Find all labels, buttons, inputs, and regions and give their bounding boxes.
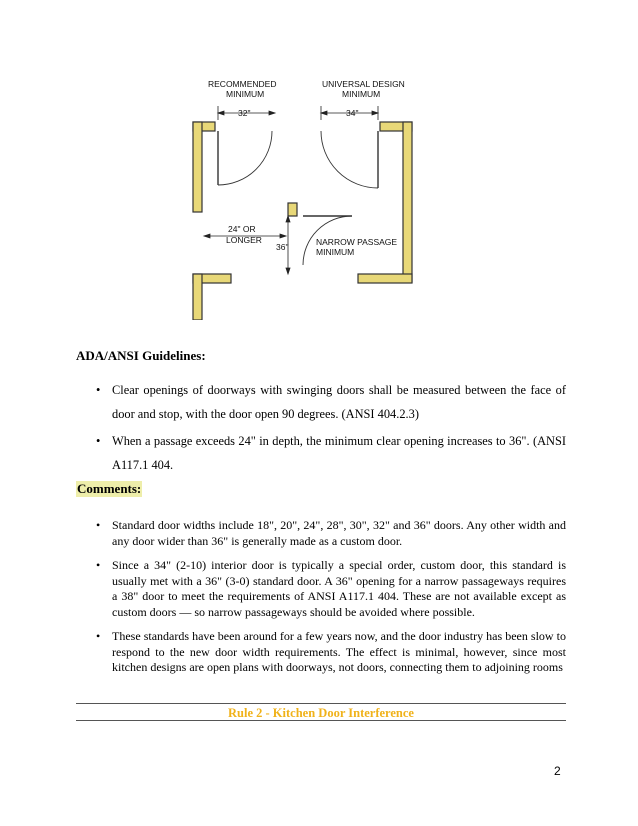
door-swing-left (218, 131, 272, 185)
comment-item: • These standards have been around for a few years now, and the door industry has been slow to respond to the new door width requirements. The effect is minimal, however, since most kitchen designs are open plans with doorways, not doors, connecting them to adjoining rooms (96, 629, 566, 676)
rule-title: Rule 2 - Kitchen Door Interference (228, 706, 414, 720)
wall-right (403, 122, 412, 282)
guidelines-heading: ADA/ANSI Guidelines: (76, 348, 206, 363)
walls (193, 122, 412, 320)
wall-left (193, 122, 202, 212)
comment-item: • Since a 34" (2-10) interior door is typically a special order, custom door, this standard is usually met with a 36" (3-0) standard door. A 36" opening for a narrow passageways requires a 38" door to meet the requirements of ANSI A117.1 404. These are not available except as custom doors — so narrow passageways should be avoided where possible. (96, 558, 566, 620)
guideline-item: • Clear openings of doorways with swinging doors shall be measured between the face of door and stop, with the door open 90 degrees. (ANSI 404.2.3) (96, 378, 566, 426)
label-universal-2: MINIMUM (342, 89, 381, 99)
dim-passage: 36" (276, 242, 289, 252)
label-depth-1: 24" OR (228, 224, 256, 234)
wall-bottom-right (358, 274, 412, 283)
door-swing-right (321, 131, 378, 188)
label-narrow-2: MINIMUM (316, 247, 355, 257)
wall-inner-stub (288, 203, 297, 216)
guidelines-list (96, 378, 566, 480)
comments-list (96, 518, 566, 685)
dim-recommended: 32" (238, 108, 251, 118)
page-number: 2 (554, 764, 561, 778)
rule-title-bar (76, 703, 566, 721)
door-clearance-diagram (180, 70, 450, 320)
label-recommended-2: MINIMUM (226, 89, 265, 99)
label-depth-2: LONGER (226, 235, 262, 245)
label-universal-1: UNIVERSAL DESIGN (322, 79, 405, 89)
comments-heading: Comments: (77, 481, 142, 496)
label-recommended-1: RECOMMENDED (208, 79, 277, 89)
comment-item: • Standard door widths include 18", 20", 24", 28", 30", 32" and 36" doors. Any other width and any door wider than 36" is generally made as a custom door. (96, 518, 566, 549)
label-narrow-1: NARROW PASSAGE (316, 237, 398, 247)
wall-lower-left (193, 274, 202, 320)
dim-universal: 34" (346, 108, 359, 118)
guideline-item: • When a passage exceeds 24" in depth, the minimum clear opening increases to 36". (ANSI A117.1 404. (96, 429, 566, 477)
